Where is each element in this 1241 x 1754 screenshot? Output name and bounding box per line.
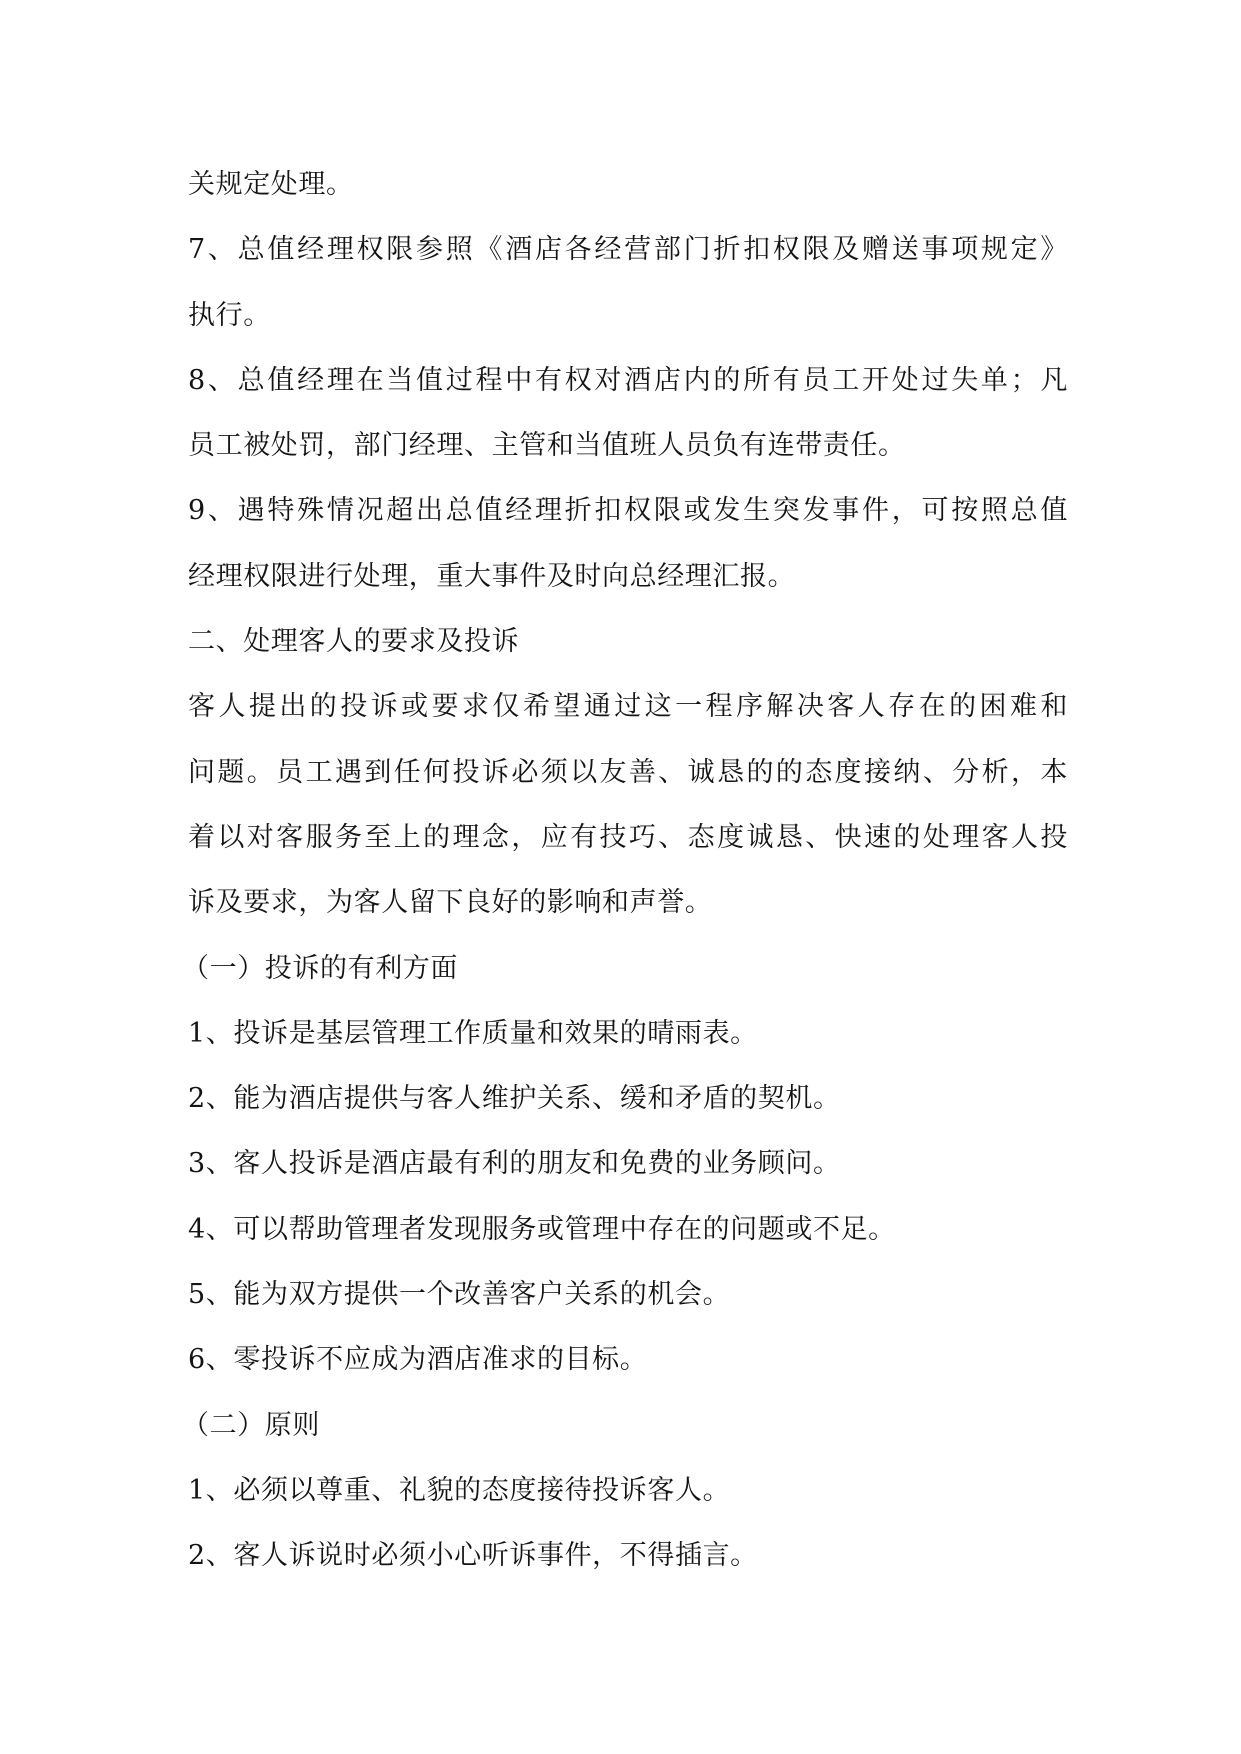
text-line: 经理权限进行处理，重大事件及时向总经理汇报。 (188, 560, 796, 592)
text-line: 8、总值经理在当值过程中有权对酒店内的所有员工开处过失单；凡 (188, 364, 1068, 396)
text-line: 7、总值经理权限参照《酒店各经营部门折扣权限及赠送事项规定》 (188, 234, 1068, 266)
text-line: 客人提出的投诉或要求仅希望通过这一程序解决客人存在的困难和 (188, 691, 1068, 723)
list-item: 3、客人投诉是酒店最有利的朋友和免费的业务顾问。 (188, 1148, 841, 1180)
document-body (182, 152, 1068, 1589)
text-line: 关规定处理。 (188, 169, 354, 200)
list-item: 5、能为双方提供一个改善客户关系的机会。 (188, 1279, 731, 1311)
text-line: 执行。 (188, 299, 271, 331)
text-line: 问题。员工遇到任何投诉必须以友善、诚恳的的态度接纳、分析，本 (188, 756, 1068, 788)
text-line: 诉及要求，为客人留下良好的影响和声誉。 (188, 887, 713, 919)
list-item: 4、可以帮助管理者发现服务或管理中存在的问题或不足。 (188, 1213, 896, 1245)
list-item: 1、必须以尊重、礼貌的态度接待投诉客人。 (188, 1474, 731, 1506)
list-item: 2、客人诉说时必须小心听诉事件，不得插言。 (188, 1540, 758, 1572)
text-line: 9、遇特殊情况超出总值经理折扣权限或发生突发事件，可按照总值 (188, 495, 1068, 527)
subsection-heading: （二）原则 (182, 1409, 320, 1441)
list-item: 1、投诉是基层管理工作质量和效果的晴雨表。 (188, 1017, 758, 1049)
subsection-heading: （一）投诉的有利方面 (182, 952, 458, 984)
section-heading: 二、处理客人的要求及投诉 (188, 626, 520, 658)
text-line: 员工被处罚，部门经理、主管和当值班人员负有连带责任。 (188, 430, 906, 462)
text-line: 着以对客服务至上的理念，应有技巧、态度诚恳、快速的处理客人投 (188, 821, 1068, 853)
list-item: 2、能为酒店提供与客人维护关系、缓和矛盾的契机。 (188, 1083, 841, 1115)
list-item: 6、零投诉不应成为酒店准求的目标。 (188, 1344, 648, 1376)
